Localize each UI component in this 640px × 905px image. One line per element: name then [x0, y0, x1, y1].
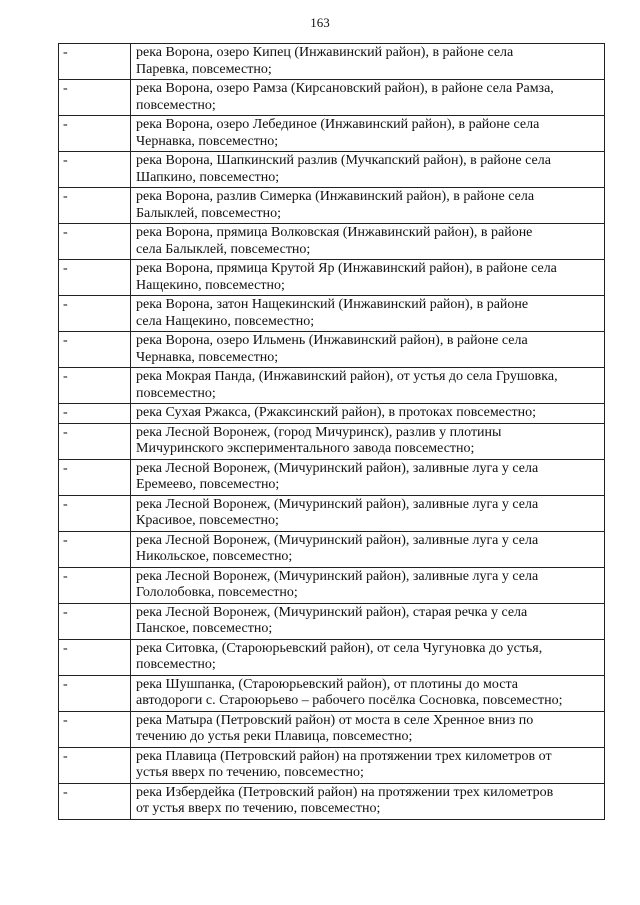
row-marker: -: [59, 224, 131, 260]
row-text: река Сухая Ржакса, (Ржаксинский район), в протоках повсеместно;: [131, 404, 605, 424]
row-marker: -: [59, 639, 131, 675]
table-row: [59, 260, 605, 296]
row-text: река Лесной Воронеж, (город Мичуринск), разлив у плотины Мичуринского экспериментального завода повсеместно;: [131, 423, 605, 459]
row-marker: -: [59, 116, 131, 152]
row-marker: -: [59, 152, 131, 188]
row-marker: -: [59, 495, 131, 531]
row-marker: -: [59, 603, 131, 639]
table-row: [59, 567, 605, 603]
row-marker: -: [59, 747, 131, 783]
table-row: [59, 44, 605, 80]
row-text: река Ворона, разлив Симерка (Инжавинский район), в районе села Балыклей, повсеместно;: [131, 188, 605, 224]
table-row: [59, 459, 605, 495]
row-text: река Лесной Воронеж, (Мичуринский район), заливные луга у села Красивое, повсеместно;: [131, 495, 605, 531]
row-marker: -: [59, 675, 131, 711]
row-marker: -: [59, 783, 131, 819]
row-text: река Лесной Воронеж, (Мичуринский район), заливные луга у села Гололобовка, повсеместно;: [131, 567, 605, 603]
row-text: река Мокрая Панда, (Инжавинский район), от устья до села Грушовка, повсеместно;: [131, 368, 605, 404]
table-row: [59, 224, 605, 260]
row-marker: -: [59, 260, 131, 296]
page-number: 163: [310, 15, 330, 30]
table-row: [59, 332, 605, 368]
locations-table: [58, 43, 605, 820]
row-text: река Лесной Воронеж, (Мичуринский район), старая речка у села Панское, повсеместно;: [131, 603, 605, 639]
table-row: [59, 495, 605, 531]
row-marker: -: [59, 404, 131, 424]
row-text: река Шушпанка, (Староюрьевский район), от плотины до моста автодороги с. Староюрьево – рабочего посёлка Сосновка, повсеместно;: [131, 675, 605, 711]
table-row: [59, 404, 605, 424]
row-text: река Ворона, озеро Ильмень (Инжавинский район), в районе села Чернавка, повсеместно;: [131, 332, 605, 368]
row-marker: -: [59, 80, 131, 116]
table-row: [59, 711, 605, 747]
row-text: река Ворона, озеро Кипец (Инжавинский район), в районе села Паревка, повсеместно;: [131, 44, 605, 80]
table-row: [59, 531, 605, 567]
row-text: река Ворона, Шапкинский разлив (Мучкапский район), в районе села Шапкино, повсеместно;: [131, 152, 605, 188]
table-row: [59, 80, 605, 116]
table-row: [59, 783, 605, 819]
row-text: река Лесной Воронеж, (Мичуринский район), заливные луга у села Никольское, повсеместно;: [131, 531, 605, 567]
row-marker: -: [59, 531, 131, 567]
row-marker: -: [59, 44, 131, 80]
row-marker: -: [59, 368, 131, 404]
table-row: [59, 116, 605, 152]
table-row: [59, 603, 605, 639]
row-text: река Плавица (Петровский район) на протяжении трех километров от устья вверх по течению, повсеместно;: [131, 747, 605, 783]
row-marker: -: [59, 423, 131, 459]
row-text: река Лесной Воронеж, (Мичуринский район), заливные луга у села Еремеево, повсеместно;: [131, 459, 605, 495]
row-text: река Ворона, озеро Рамза (Кирсановский район), в районе села Рамза, повсеместно;: [131, 80, 605, 116]
table-row: [59, 188, 605, 224]
table-row: [59, 152, 605, 188]
row-marker: -: [59, 459, 131, 495]
row-marker: -: [59, 567, 131, 603]
row-text: река Ворона, прямица Волковская (Инжавинский район), в районе села Балыклей, повсеместно;: [131, 224, 605, 260]
row-text: река Избердейка (Петровский район) на протяжении трех километров от устья вверх по течению, повсеместно;: [131, 783, 605, 819]
row-text: река Ворона, затон Нащекинский (Инжавинский район), в районе села Нащекино, повсеместно;: [131, 296, 605, 332]
table-row: [59, 675, 605, 711]
table-row: [59, 639, 605, 675]
locations-table-body: [59, 44, 605, 820]
row-marker: -: [59, 711, 131, 747]
table-row: [59, 296, 605, 332]
table-row: [59, 368, 605, 404]
row-marker: -: [59, 332, 131, 368]
row-marker: -: [59, 188, 131, 224]
table-row: [59, 423, 605, 459]
row-text: река Ворона, озеро Лебединое (Инжавинский район), в районе села Чернавка, повсеместно;: [131, 116, 605, 152]
row-marker: -: [59, 296, 131, 332]
table-row: [59, 747, 605, 783]
row-text: река Матыра (Петровский район) от моста в селе Хренное вниз по течению до устья реки Плавица, повсеместно;: [131, 711, 605, 747]
row-text: река Ситовка, (Староюрьевский район), от села Чугуновка до устья, повсеместно;: [131, 639, 605, 675]
row-text: река Ворона, прямица Крутой Яр (Инжавинский район), в районе села Нащекино, повсеместно;: [131, 260, 605, 296]
